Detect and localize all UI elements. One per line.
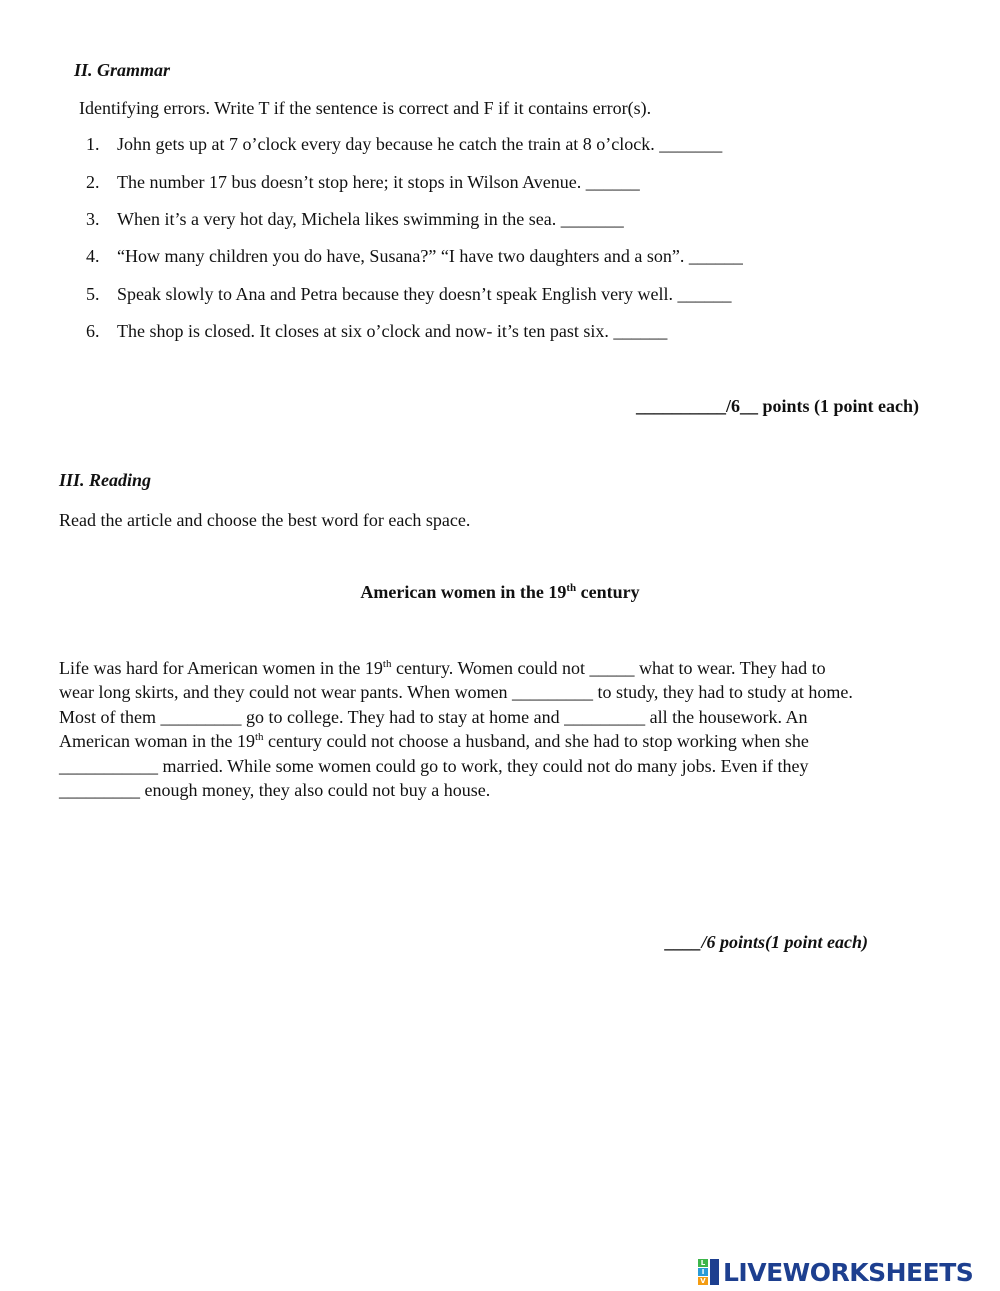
grammar-item-5[interactable] bbox=[86, 284, 732, 305]
grammar-instruction: Identifying errors. Write T if the sentence is correct and F if it contains error(s). bbox=[79, 98, 652, 118]
logo-mark-letter: V bbox=[698, 1277, 708, 1285]
logo-brand-text: LIVEWORKSHEETS bbox=[723, 1257, 974, 1287]
item-number: 1. bbox=[86, 134, 100, 154]
item-text: “How many children you do have, Susana?” “I have two daughters and a son”. ______ bbox=[117, 246, 743, 266]
line-text: century could not choose a husband, and she had to stop working when she bbox=[263, 731, 809, 752]
grammar-score: __________/6__ points (1 point each) bbox=[635, 396, 919, 416]
line-sup: th bbox=[254, 731, 264, 744]
paragraph-line-2: wear long skirts, and they could not wear pants. When women _________ to study, they had to study at home. bbox=[59, 682, 853, 703]
item-text: Speak slowly to Ana and Petra because they doesn’t speak English very well. ______ bbox=[117, 284, 732, 304]
logo-mark-letter: L bbox=[698, 1259, 708, 1267]
logo-mark-letter: I bbox=[698, 1268, 708, 1276]
liveworksheets-logo[interactable] bbox=[698, 1258, 973, 1286]
item-number: 2. bbox=[86, 172, 100, 192]
paragraph-line-6: _________ enough money, they also could not buy a house. bbox=[59, 780, 491, 801]
item-text: The number 17 bus doesn’t stop here; it stops in Wilson Avenue. ______ bbox=[117, 172, 640, 192]
paragraph-line-3: Most of them _________ go to college. They had to stay at home and _________ all the housework. An bbox=[59, 706, 808, 727]
logo-mark-bar bbox=[710, 1259, 719, 1285]
item-number: 4. bbox=[86, 246, 100, 266]
paragraph-line-5: ___________ married. While some women could go to work, they could not do many jobs. Even if they bbox=[59, 755, 809, 776]
article-title-end: century bbox=[576, 582, 640, 602]
article-title-text: American women in the 19 bbox=[360, 582, 567, 602]
line-text: century. Women could not _____ what to wear. They had to bbox=[391, 658, 826, 678]
line-text: Life was hard for American women in the 19 bbox=[59, 658, 383, 678]
item-number: 6. bbox=[86, 321, 100, 341]
line-sup: th bbox=[382, 658, 392, 670]
grammar-item-2[interactable] bbox=[86, 172, 640, 193]
item-text: The shop is closed. It closes at six o’clock and now- it’s ten past six. ______ bbox=[117, 321, 668, 341]
grammar-item-6[interactable] bbox=[86, 321, 667, 342]
reading-score: ____/6 points(1 point each) bbox=[665, 932, 868, 952]
paragraph-line-1 bbox=[59, 656, 939, 680]
item-text: When it’s a very hot day, Michela likes swimming in the sea. _______ bbox=[117, 209, 624, 229]
item-number: 5. bbox=[86, 284, 100, 304]
grammar-section-title: II. Grammar bbox=[74, 60, 171, 80]
item-text: John gets up at 7 o’clock every day because he catch the train at 8 o’clock. _______ bbox=[117, 134, 723, 154]
reading-instruction: Read the article and choose the best word for each space. bbox=[59, 510, 471, 530]
reading-section-title: III. Reading bbox=[59, 470, 152, 490]
article-title-sup: th bbox=[566, 582, 577, 594]
grammar-item-3[interactable] bbox=[86, 209, 624, 230]
line-text: American woman in the 19 bbox=[59, 731, 255, 752]
item-number: 3. bbox=[86, 209, 100, 229]
paragraph-line-4 bbox=[59, 729, 939, 753]
article-paragraph bbox=[59, 656, 939, 802]
grammar-item-4[interactable] bbox=[86, 246, 743, 267]
grammar-item-1[interactable] bbox=[86, 134, 722, 155]
article-title bbox=[0, 582, 1000, 603]
logo-mark-icon bbox=[698, 1259, 720, 1285]
